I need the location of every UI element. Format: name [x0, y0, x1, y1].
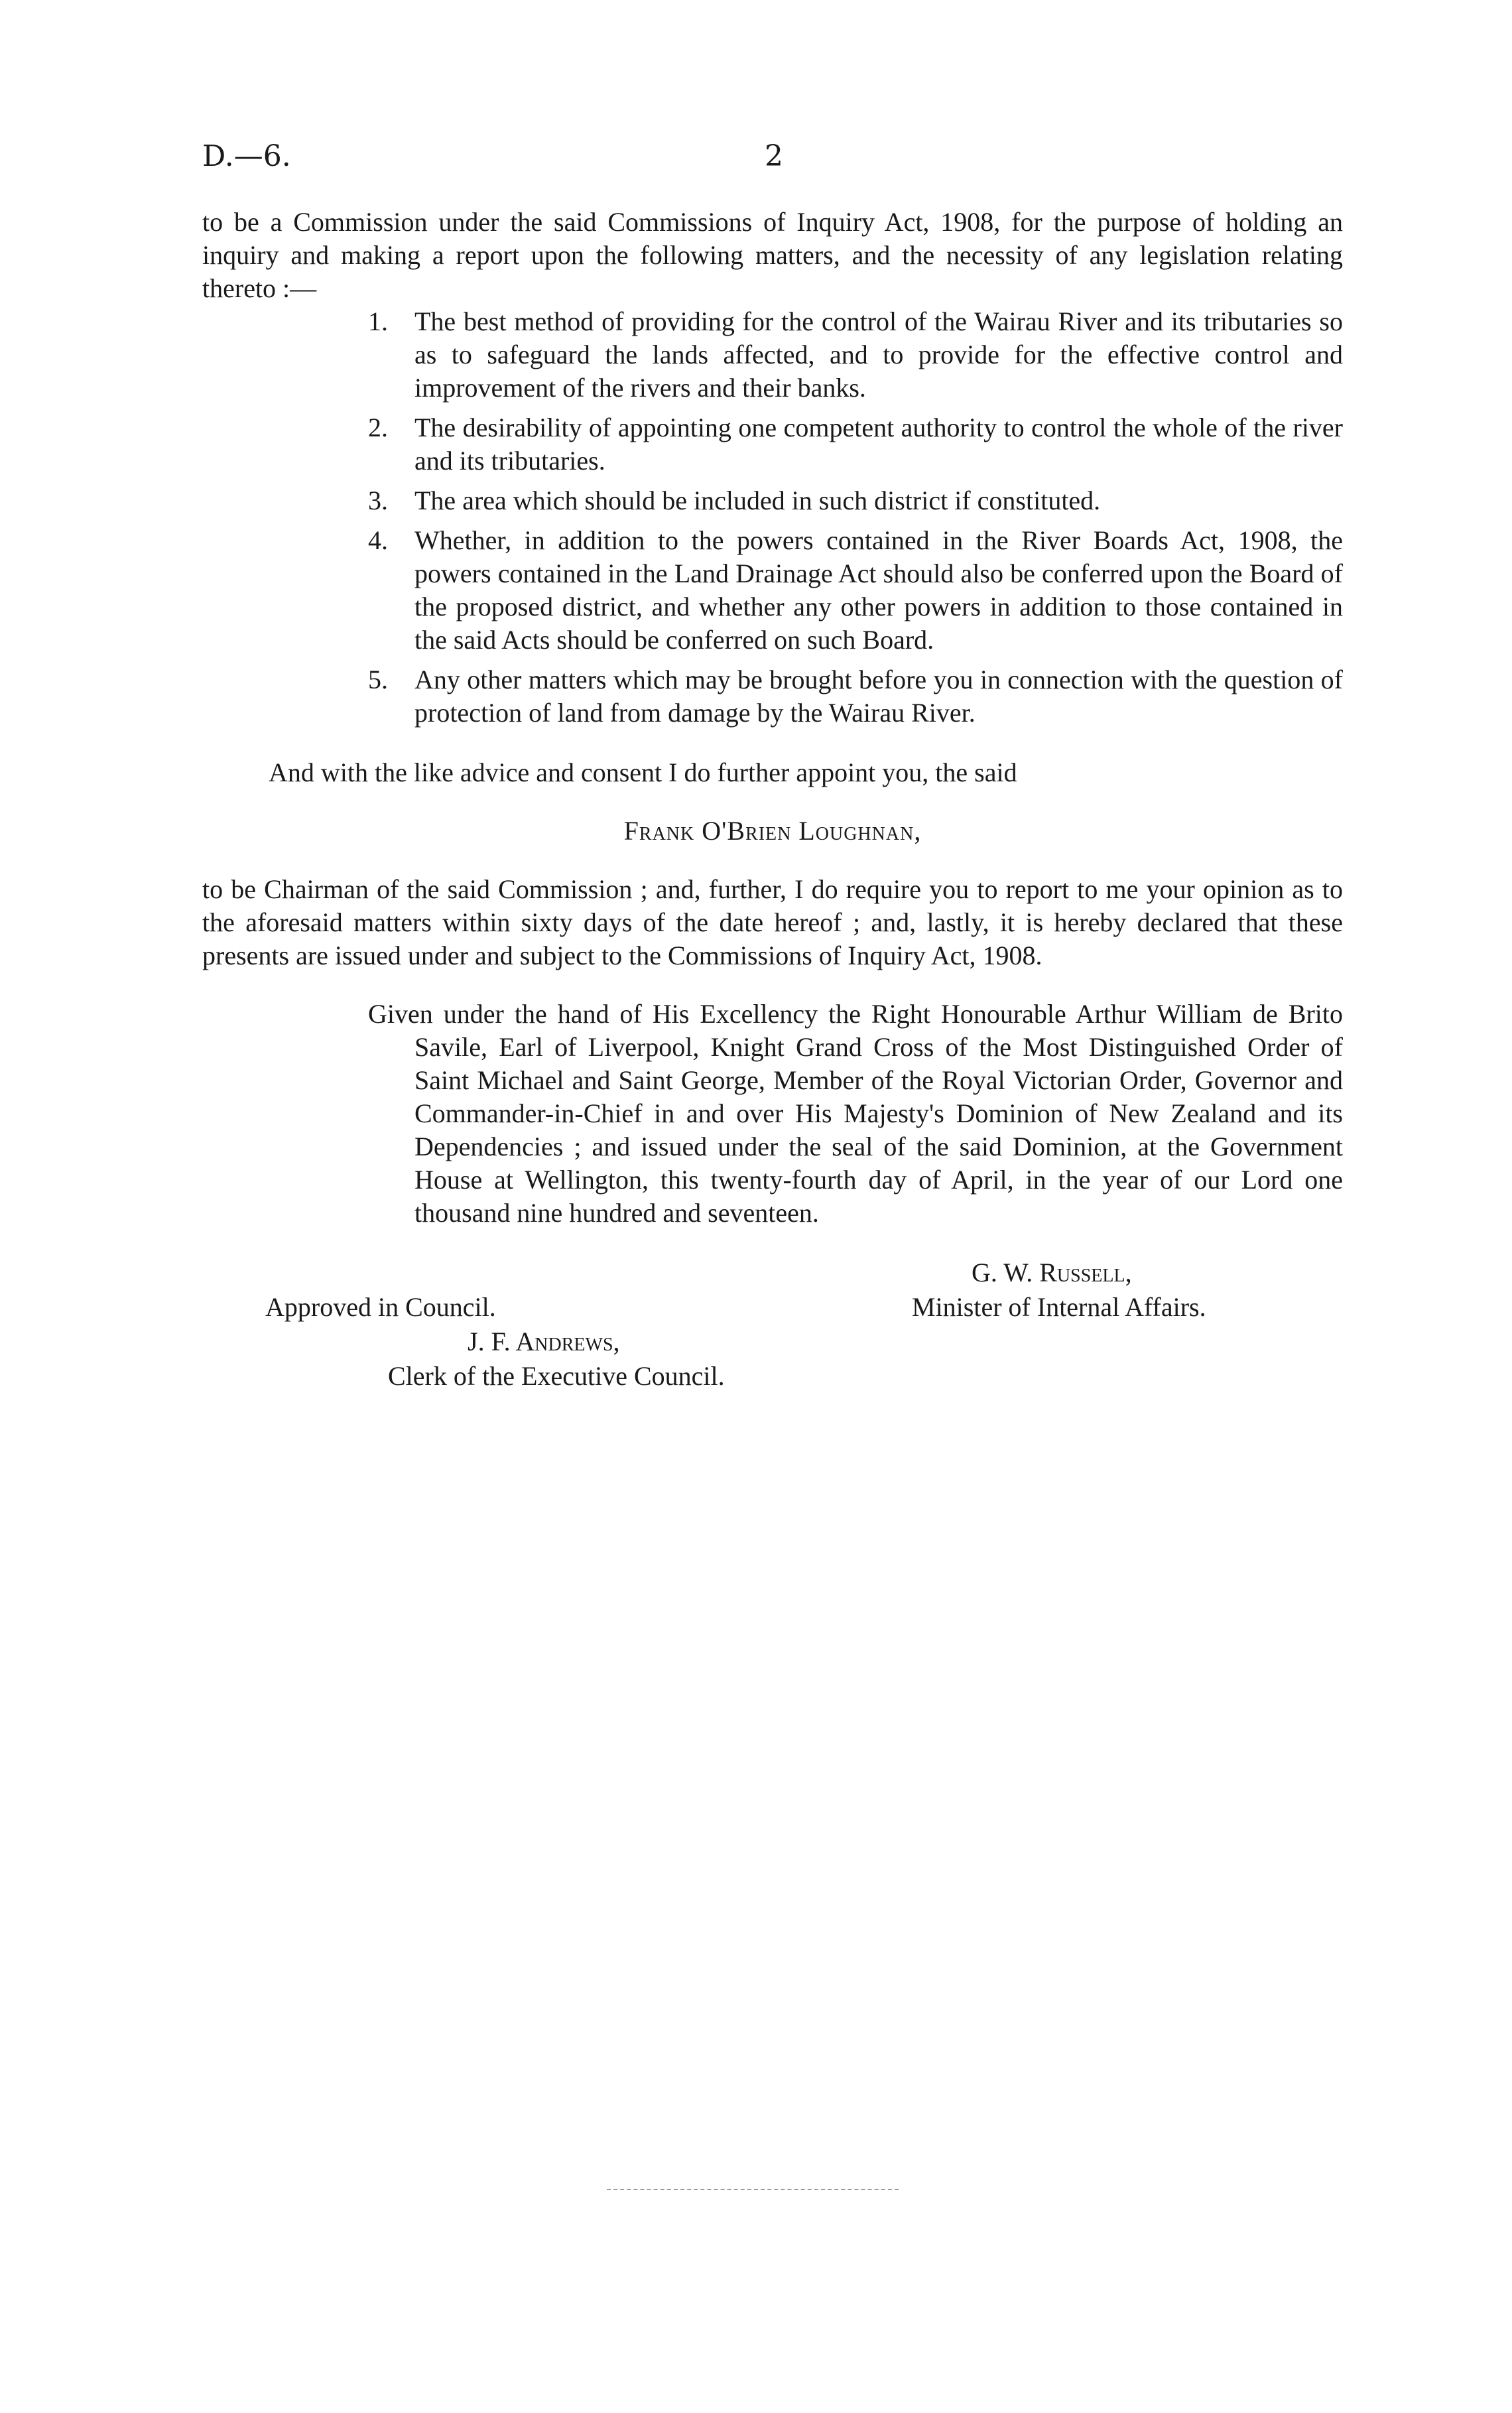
clerk-title: Clerk of the Executive Council. [388, 1361, 725, 1391]
list-item-text: The desirability of appointing one competent authority to control the whole of the river and its tributaries. [414, 413, 1343, 476]
matters-list [202, 305, 1343, 730]
list-item-number: 4. [368, 525, 388, 555]
minister-title: Minister of Internal Affairs. [912, 1292, 1206, 1322]
list-item [202, 484, 1343, 517]
chairman-paragraph: to be Chairman of the said Commission ; and, further, I do require you to report to me your opinion as to the aforesaid matters within sixty days of the date hereof ; and, lastly, it is hereby declared that these presents are issued under and subject to the Commissions of Inquiry Act, 1908. [202, 874, 1343, 970]
list-item [202, 411, 1343, 478]
given-under-hand-paragraph: Given under the hand of His Excellency the Right Honourable Arthur William de Brito Savile, Earl of Liverpool, Knight Grand Cross of the Most Distinguished Order of Saint Michael and Saint George, Member of the Royal Victorian Order, Governor and Commander-in-Chief in and over His Majesty's Dominion of New Zealand and its Dependencies ; and issued under the seal of the said Dominion, at the Government House at Wellington, this twenty-fourth day of April, in the year of our Lord one thousand nine hundred and seventeen. [368, 999, 1343, 1228]
document-reference: D.—6. [202, 139, 291, 173]
list-item-text: The area which should be included in such district if constituted. [414, 486, 1101, 515]
appointment-paragraph: And with the like advice and consent I do further appoint you, the said [269, 757, 1017, 787]
list-item-number: 3. [368, 486, 388, 515]
list-item-number: 5. [368, 665, 388, 694]
list-item [202, 524, 1343, 657]
chairman-name: Frank O'Brien Loughnan, [623, 816, 922, 846]
approved-in-council: Approved in Council. [265, 1292, 496, 1322]
signature-block [202, 1256, 1343, 1409]
list-item-text: Whether, in addition to the powers contained in the River Boards Act, 1908, the powers contained in the Land Drainage Act should also be conferred upon the Board of the proposed district, and whether any other powers in addition to those contained in the said Acts should be conferred on such Board. [414, 525, 1343, 655]
minister-name: G. W. Russell, [972, 1258, 1132, 1287]
document-body [202, 206, 1343, 1409]
clerk-name: J. F. Andrews, [468, 1327, 620, 1356]
list-item-text: Any other matters which may be brought before you in connection with the question of protection of land from damage by the Wairau River. [414, 665, 1343, 728]
list-item [202, 305, 1343, 405]
intro-paragraph: to be a Commission under the said Commissions of Inquiry Act, 1908, for the purpose of holding an inquiry and making a report upon the following matters, and the necessity of any legislation relating thereto :— [202, 207, 1343, 303]
page-number: 2 [765, 139, 783, 173]
list-item [202, 663, 1343, 730]
list-item-number: 1. [368, 306, 388, 336]
list-item-text: The best method of providing for the control of the Wairau River and its tributaries so as to safeguard the lands affected, and to provide for the effective control and improvement of the rivers and their banks. [414, 306, 1343, 403]
closing-rule [607, 2189, 899, 2190]
list-item-number: 2. [368, 413, 388, 442]
